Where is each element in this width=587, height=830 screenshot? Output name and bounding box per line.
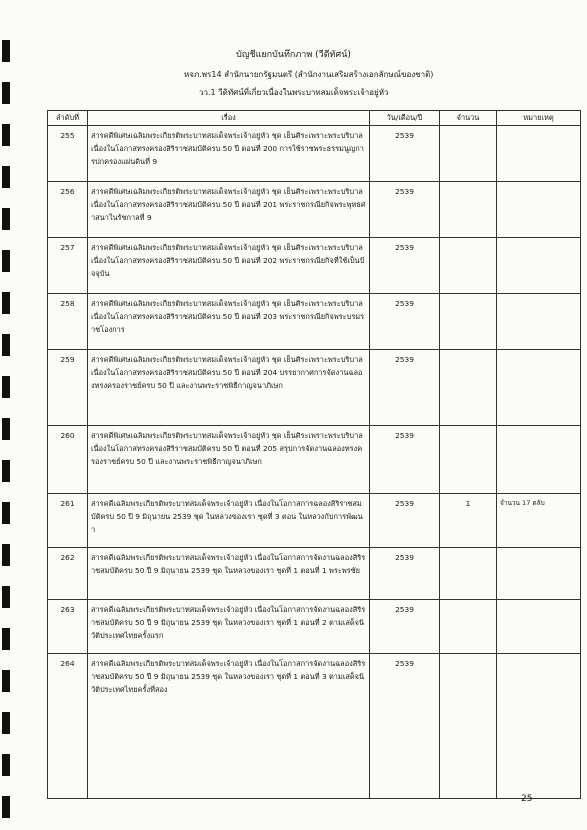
page-number: 25 [521,794,533,804]
row-remarks [497,426,581,494]
row-subject: สารคดีเฉลิมพระเกียรติพระบาทสมเด็จพระเจ้าอยู่หัว เนื่องในโอกาสการจัดงานฉลองสิริราชสมบัติครบ 50 ปี 9 มิถุนายน 2539 ชุด ในหลวงของเรา ชุดที่ 1 ตอนที่ 2 ตามเสด็จนิวัติประเทศไทยครั้งแรก [88,600,370,654]
row-date: 2539 [370,426,440,494]
row-remarks [497,654,581,799]
row-quantity [440,238,497,294]
table-row [48,126,581,182]
row-date: 2539 [370,600,440,654]
table-row [48,238,581,294]
header-quantity: จำนวน [440,111,497,126]
row-quantity [440,600,497,654]
row-quantity: 1 [440,494,497,548]
row-date: 2539 [370,126,440,182]
row-remarks: จำนวน 17 ตลับ [497,494,581,548]
row-remarks [497,238,581,294]
row-quantity [440,654,497,799]
row-date: 2539 [370,654,440,799]
records-table [47,110,581,799]
row-date: 2539 [370,350,440,426]
row-subject: สารคดีเฉลิมพระเกียรติพระบาทสมเด็จพระเจ้าอยู่หัว เนื่องในโอกาสการจัดงานฉลองสิริราชสมบัติครบ 50 ปี 9 มิถุนายน 2539 ชุด ในหลวงของเรา ชุดที่ 1 ตอนที่ 1 พระพรชัย [88,548,370,600]
row-number: 260 [48,426,88,494]
row-number: 257 [48,238,88,294]
row-date: 2539 [370,494,440,548]
row-remarks [497,548,581,600]
row-number: 262 [48,548,88,600]
row-subject: สารคดีพิเศษเฉลิมพระเกียรติพระบาทสมเด็จพระเจ้าอยู่หัว ชุด เย็นศิระเพราะพระบริบาล เนื่องในโอกาสทรงครองสิริราชสมบัติครบ 50 ปี ตอนที่ 201 พระราชกรณียกิจพระพุทธศาสนาในรัชกาลที่ 9 [88,182,370,238]
table-row [48,350,581,426]
row-subject: สารคดีพิเศษเฉลิมพระเกียรติพระบาทสมเด็จพระเจ้าอยู่หัว ชุด เย็นศิระเพราะพระบริบาล เนื่องในโอกาสทรงครองสิริราชสมบัติครบ 50 ปี ตอนที่ 203 พระราชกรณียกิจพระบรมราชโองการ [88,294,370,350]
table-row [48,426,581,494]
row-quantity [440,126,497,182]
row-subject: สารคดีพิเศษเฉลิมพระเกียรติพระบาทสมเด็จพระเจ้าอยู่หัว ชุด เย็นศิระเพราะพระบริบาล เนื่องในโอกาสทรงครองสิริราชสมบัติครบ 50 ปี ตอนที่ 202 พระราชกรณียกิจที่ใช้เป็นปัจจุบัน [88,238,370,294]
row-number: 258 [48,294,88,350]
row-subject: สารคดีพิเศษเฉลิมพระเกียรติพระบาทสมเด็จพระเจ้าอยู่หัว ชุด เย็นศิระเพราะพระบริบาล เนื่องในโอกาสทรงครองสิริราชสมบัติครบ 50 ปี ตอนที่ 200 การใช้ราชพระธรรมนูญการปกครองแผ่นดินที่ 9 [88,126,370,182]
page-title: บัญชีแยกบันทึกภาพ (วีดีทัศน์) [236,50,351,60]
row-date: 2539 [370,294,440,350]
row-quantity [440,426,497,494]
row-remarks [497,600,581,654]
row-quantity [440,294,497,350]
row-number: 261 [48,494,88,548]
table-row [48,600,581,654]
row-quantity [440,182,497,238]
table-row [48,654,581,799]
series-heading: วว.1 วีดิทัศน์ที่เกี่ยวเนื่องในพระบาทสมเด็จพระเจ้าอยู่หัว [199,88,389,97]
table-row [48,182,581,238]
header-remarks: หมายเหตุ [497,111,581,126]
table-header-row [48,111,581,126]
row-date: 2539 [370,548,440,600]
row-date: 2539 [370,182,440,238]
row-subject: สารคดีพิเศษเฉลิมพระเกียรติพระบาทสมเด็จพระเจ้าอยู่หัว ชุด เย็นศิระเพราะพระบริบาล เนื่องในโอกาสทรงครองสิริราชสมบัติครบ 50 ปี ตอนที่ 204 บรรยากาศการจัดงานฉลองทรงครองราชย์ครบ 50 ปี และงานพระราชพิธีกาญจนาภิเษก [88,350,370,426]
row-subject: สารคดีเฉลิมพระเกียรติพระบาทสมเด็จพระเจ้าอยู่หัว เนื่องในโอกาสการจัดงานฉลองสิริราชสมบัติครบ 50 ปี 9 มิถุนายน 2539 ชุด ในหลวงของเรา ชุดที่ 1 ตอนที่ 3 ตามเสด็จนิวัติประเทศไทยครั้งที่สอง [88,654,370,799]
row-subject: สารคดีพิเศษเฉลิมพระเกียรติพระบาทสมเด็จพระเจ้าอยู่หัว ชุด เย็นศิระเพราะพระบริบาล เนื่องในโอกาสทรงครองสิริราชสมบัติครบ 50 ปี ตอนที่ 205 สรุปการจัดงานฉลองทรงครองราชย์ครบ 50 ปี และงานพระราชพิธีกาญจนาภิเษก [88,426,370,494]
row-number: 255 [48,126,88,182]
row-remarks [497,350,581,426]
row-remarks [497,126,581,182]
table-row [48,494,581,548]
table-row [48,548,581,600]
row-date: 2539 [370,238,440,294]
record-group-heading: หจภ.พร14 สำนักนายกรัฐมนตรี (สำนักงานเสริมสร้างเอกลักษณ์ของชาติ) [184,70,434,79]
row-remarks [497,182,581,238]
row-quantity [440,548,497,600]
row-number: 259 [48,350,88,426]
row-number: 256 [48,182,88,238]
row-number: 263 [48,600,88,654]
row-remarks [497,294,581,350]
row-subject: สารคดีเฉลิมพระเกียรติพระบาทสมเด็จพระเจ้าอยู่หัว เนื่องในโอกาสการฉลองสิริราชสมบัติครบ 50 ปี 9 มิถุนายน 2539 ชุด ในหลวงของเรา ชุดที่ 3 ตอน ในหลวงกับการพัฒนา [88,494,370,548]
row-quantity [440,350,497,426]
header-number: ลำดับที่ [48,111,88,126]
table-row [48,294,581,350]
row-number: 264 [48,654,88,799]
header-date: วัน/เดือน/ปี [370,111,440,126]
header-subject: เรื่อง [88,111,370,126]
